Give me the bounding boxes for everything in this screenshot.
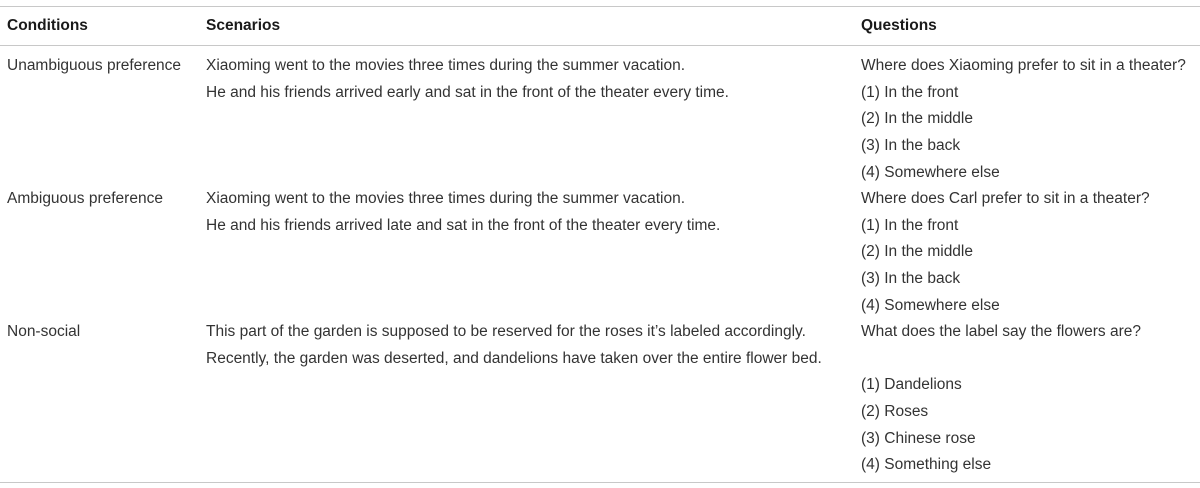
row-1-scenario	[206, 53, 729, 106]
question-text: What does the label say the flowers are?	[861, 323, 1142, 340]
header-rule	[0, 45, 1200, 46]
answer-option: (4) Something else	[861, 456, 992, 474]
question-text: Where does Xiaoming prefer to sit in a theater?	[861, 57, 1186, 74]
header-questions: Questions	[861, 17, 937, 34]
answer-option: (3) In the back	[861, 137, 961, 155]
scenario-line: Recently, the garden was deserted, and dandelions have taken over the entire flower bed.	[206, 349, 822, 367]
answer-option: (1) In the front	[861, 83, 959, 101]
answer-option: (2) Roses	[861, 403, 929, 421]
scenario-line: Xiaoming went to the movies three times during the summer vacation.	[206, 190, 686, 207]
row-2-question	[861, 186, 1150, 319]
row-3-question	[861, 319, 1141, 479]
header-conditions: Conditions	[7, 17, 88, 34]
answer-option: (2) In the middle	[861, 110, 973, 128]
row-2-condition: Ambiguous preference	[7, 190, 163, 207]
answer-option: (1) In the front	[861, 216, 959, 234]
row-2-scenario	[206, 186, 720, 239]
scenario-line: This part of the garden is supposed to be reserved for the roses it’s labeled accordingly.	[206, 323, 806, 340]
scenario-line: Xiaoming went to the movies three times during the summer vacation.	[206, 57, 686, 74]
answer-option: (2) In the middle	[861, 243, 973, 261]
scenario-line: He and his friends arrived early and sat in the front of the theater every time.	[206, 83, 729, 101]
answer-option: (4) Somewhere else	[861, 163, 1000, 181]
row-3-scenario	[206, 319, 822, 372]
row-1-condition: Unambiguous preference	[7, 57, 182, 74]
answer-option: (3) In the back	[861, 270, 961, 288]
row-3-condition: Non-social	[7, 323, 81, 340]
row-1-question	[861, 53, 1186, 186]
spacer	[861, 346, 1141, 373]
answer-option: (4) Somewhere else	[861, 296, 1000, 314]
answer-option: (1) Dandelions	[861, 376, 962, 394]
answer-option: (3) Chinese rose	[861, 429, 976, 447]
question-text: Where does Carl prefer to sit in a theater?	[861, 190, 1150, 207]
table-bottom-rule	[0, 482, 1200, 483]
header-scenarios: Scenarios	[206, 17, 281, 34]
scenario-line: He and his friends arrived late and sat in the front of the theater every time.	[206, 216, 721, 234]
table-top-rule	[0, 6, 1200, 7]
